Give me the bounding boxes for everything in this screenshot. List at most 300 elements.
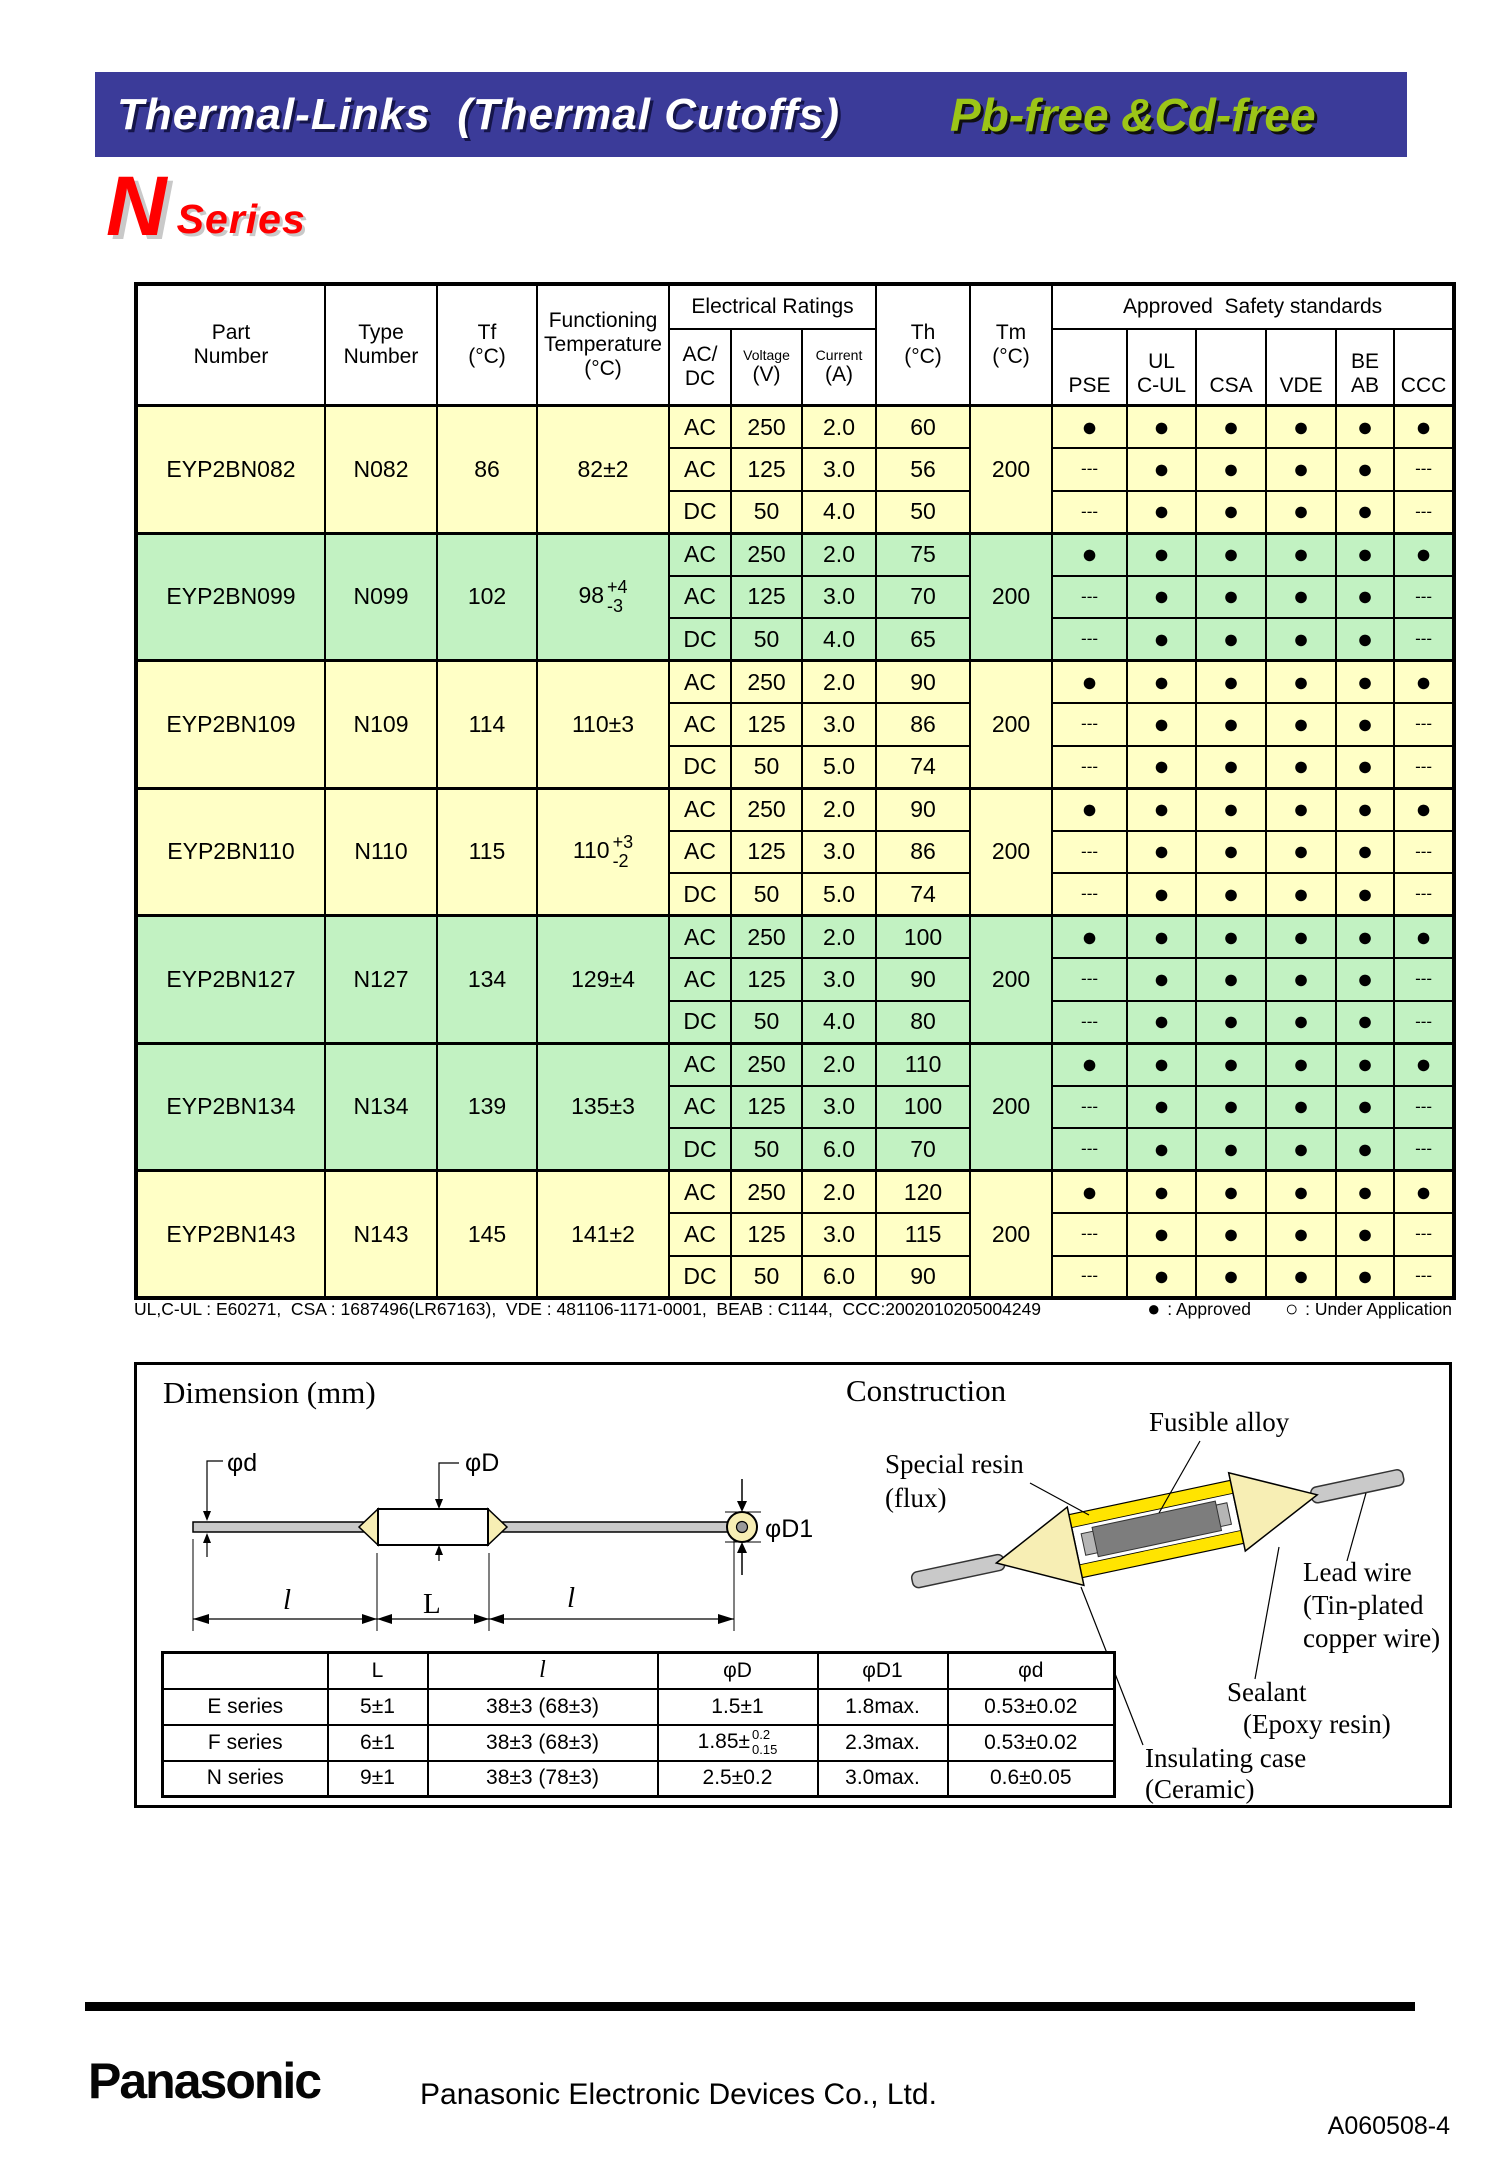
th-cell: 74 [876,873,970,916]
ratings-row [136,661,1454,704]
part-number-cell: EYP2BN134 [136,1043,325,1171]
type-number-cell: N109 [325,661,437,789]
approval-mark-cell: ● [1127,1001,1196,1044]
approval-mark-cell: ● [1336,831,1394,874]
approval-mark-cell: ● [1266,576,1336,619]
lead-wire-label: Lead wire [1303,1557,1412,1587]
approval-mark-cell: ● [1127,1043,1196,1086]
series-word: Series [176,196,306,243]
voltage-cell: 250 [731,406,802,449]
acdc-cell: DC [669,873,731,916]
approval-mark-cell: ● [1266,1086,1336,1129]
voltage-cell: 125 [731,1213,802,1256]
approval-mark-cell: --- [1394,618,1454,661]
approval-mark-cell: ● [1336,1086,1394,1129]
voltage-cell: 50 [731,873,802,916]
under-application-circle-icon: ○ [1284,1296,1299,1321]
series-letter: N [106,159,167,253]
approval-mark-cell: ● [1127,873,1196,916]
current-cell: 6.0 [802,1256,876,1299]
approval-mark-cell: ● [1266,703,1336,746]
approval-mark-cell: ● [1127,1128,1196,1171]
voltage-cell: 125 [731,448,802,491]
approval-mark-cell: ● [1196,873,1266,916]
series-heading [106,159,306,253]
current-cell: 3.0 [802,958,876,1001]
current-cell: 2.0 [802,1043,876,1086]
approval-mark-cell: ● [1196,1086,1266,1129]
th-cell: 50 [876,491,970,534]
approval-mark-cell: ● [1266,873,1336,916]
approval-mark-cell: ● [1127,406,1196,449]
approval-mark-cell: ● [1127,448,1196,491]
approval-mark-cell: ● [1196,916,1266,959]
approval-mark-cell: --- [1394,958,1454,1001]
tm-cell: 200 [970,533,1052,661]
dim-row-f-series: F series 6±1 38±3 (68±3) 1.85± 0.2 0.15 2.3max. 0.53±0.02 [163,1725,1115,1761]
current-cell: 4.0 [802,1001,876,1044]
acdc-cell: AC [669,576,731,619]
current-cell: 2.0 [802,406,876,449]
part-number-cell: EYP2BN082 [136,406,325,534]
voltage-cell: 50 [731,491,802,534]
tf-cell: 134 [437,916,537,1044]
ratings-row [136,533,1454,576]
approval-mark-cell: ● [1266,448,1336,491]
th-cell: 80 [876,1001,970,1044]
approval-mark-cell: ● [1336,788,1394,831]
phi-D1-label: φD1 [765,1515,814,1543]
approval-mark-cell: ● [1127,1171,1196,1214]
col-header-vde: VDE [1266,329,1336,406]
col-header-csa: CSA [1196,329,1266,406]
approval-mark-cell: --- [1052,1128,1127,1171]
approval-mark-cell: --- [1052,831,1127,874]
approval-mark-cell: ● [1196,1171,1266,1214]
approval-mark-cell: ● [1196,406,1266,449]
th-cell: 90 [876,958,970,1001]
approval-mark-cell: ● [1127,533,1196,576]
approval-mark-cell: ● [1052,916,1127,959]
voltage-cell: 250 [731,533,802,576]
approval-mark-cell: ● [1266,958,1336,1001]
part-number-cell: EYP2BN127 [136,916,325,1044]
approval-mark-cell: --- [1052,1256,1127,1299]
approval-mark-cell: ● [1266,788,1336,831]
type-number-cell: N134 [325,1043,437,1171]
voltage-cell: 250 [731,916,802,959]
approval-mark-cell: --- [1394,491,1454,534]
approval-mark-cell: --- [1394,448,1454,491]
copper-wire-label: copper wire) [1303,1623,1441,1653]
right-cone-drawing [488,1509,507,1545]
approval-mark-cell: --- [1394,1128,1454,1171]
part-number-cell: EYP2BN110 [136,788,325,916]
approval-mark-cell: --- [1052,873,1127,916]
approval-mark-cell: ● [1336,1128,1394,1171]
approval-mark-cell: ● [1127,916,1196,959]
col-header-tf: Tf (°C) [437,284,537,406]
voltage-cell: 50 [731,746,802,789]
current-cell: 2.0 [802,661,876,704]
approval-mark-cell: ● [1266,661,1336,704]
acdc-cell: AC [669,788,731,831]
type-number-cell: N127 [325,916,437,1044]
part-number-cell: EYP2BN143 [136,1171,325,1299]
approval-mark-cell: ● [1196,1043,1266,1086]
phi-D-label: φD [465,1449,500,1477]
approval-mark-cell: --- [1394,703,1454,746]
approval-mark-cell: ● [1336,703,1394,746]
approval-mark-cell: ● [1266,1043,1336,1086]
th-cell: 90 [876,1256,970,1299]
approval-mark-cell: --- [1052,618,1127,661]
dim-col-blank [163,1653,328,1689]
col-header-voltage: Voltage (V) [731,329,802,406]
approval-mark-cell: ● [1196,746,1266,789]
approval-mark-cell: ● [1052,788,1127,831]
ratings-row [136,916,1454,959]
approval-mark-cell: ● [1127,1086,1196,1129]
voltage-cell: 250 [731,661,802,704]
approval-mark-cell: ● [1336,661,1394,704]
approval-mark-cell: ● [1127,958,1196,1001]
current-cell: 3.0 [802,831,876,874]
current-cell: 3.0 [802,448,876,491]
approval-mark-cell: ● [1127,788,1196,831]
col-header-pse: PSE [1052,329,1127,406]
dimension-table [161,1651,1116,1798]
acdc-cell: AC [669,448,731,491]
voltage-cell: 125 [731,831,802,874]
tin-plated-label: (Tin-plated [1303,1590,1424,1620]
approval-file-numbers: UL,C-UL : E60271, CSA : 1687496(LR67163), VDE : 481106-1171-0001, BEAB : C1144, CCC:2002010205004249 [134,1298,1042,1319]
tf-cell: 86 [437,406,537,534]
functioning-temp-cell: 129±4 [537,916,669,1044]
th-cell: 100 [876,916,970,959]
approval-mark-cell: --- [1052,703,1127,746]
approval-mark-cell: ● [1052,1043,1127,1086]
type-number-cell: N110 [325,788,437,916]
approval-mark-cell: ● [1196,958,1266,1001]
approval-mark-cell: ● [1336,746,1394,789]
approval-mark-cell: --- [1394,1213,1454,1256]
th-cell: 70 [876,1128,970,1171]
current-cell: 3.0 [802,703,876,746]
col-header-electrical-ratings: Electrical Ratings [669,284,876,329]
dim-col-l: l [428,1653,658,1689]
approval-mark-cell: --- [1394,873,1454,916]
approval-mark-cell: ● [1336,1213,1394,1256]
page-title: Thermal-Links (Thermal Cutoffs) [117,89,841,139]
th-cell: 74 [876,746,970,789]
acdc-cell: AC [669,406,731,449]
th-cell: 70 [876,576,970,619]
th-cell: 90 [876,661,970,704]
approval-mark-cell: ● [1196,703,1266,746]
voltage-cell: 250 [731,1043,802,1086]
functioning-temp-cell: 110±3 [537,661,669,789]
th-cell: 86 [876,831,970,874]
approval-mark-cell: --- [1052,1086,1127,1129]
current-cell: 3.0 [802,1213,876,1256]
page-header-banner [95,72,1407,157]
col-header-type-number: Type Number [325,284,437,406]
approval-mark-cell: ● [1336,533,1394,576]
dimension-construction-box [134,1362,1452,1808]
voltage-cell: 250 [731,788,802,831]
approval-mark-cell: ● [1127,831,1196,874]
approval-mark-cell: --- [1052,746,1127,789]
th-cell: 100 [876,1086,970,1129]
approval-mark-cell: ● [1127,746,1196,789]
approval-mark-cell: ● [1336,1043,1394,1086]
acdc-cell: AC [669,831,731,874]
th-cell: 115 [876,1213,970,1256]
acdc-cell: DC [669,1256,731,1299]
dim-col-phid: φd [948,1653,1115,1689]
acdc-cell: DC [669,1128,731,1171]
current-cell: 4.0 [802,491,876,534]
current-cell: 5.0 [802,873,876,916]
voltage-cell: 250 [731,1171,802,1214]
voltage-cell: 125 [731,703,802,746]
voltage-cell: 50 [731,1001,802,1044]
tm-cell: 200 [970,1171,1052,1299]
approval-mark-cell: ● [1394,1171,1454,1214]
acdc-cell: AC [669,1086,731,1129]
functioning-temp-cell: 135±3 [537,1043,669,1171]
functioning-temp-cell: 141±2 [537,1171,669,1299]
col-header-tm: Tm (°C) [970,284,1052,406]
type-number-cell: N082 [325,406,437,534]
col-header-ccc: CCC [1394,329,1454,406]
approval-mark-cell: ● [1196,1213,1266,1256]
approval-mark-cell: ● [1336,916,1394,959]
dim-row-e-series: E series 5±1 38±3 (68±3) 1.5±1 1.8max. 0.53±0.02 [163,1689,1115,1725]
acdc-cell: DC [669,746,731,789]
dim-l-right-label: l [567,1582,576,1614]
voltage-cell: 50 [731,618,802,661]
end-view-inner [737,1522,748,1533]
ratings-row [136,1171,1454,1214]
th-cell: 60 [876,406,970,449]
acdc-cell: AC [669,703,731,746]
current-cell: 5.0 [802,746,876,789]
th-cell: 86 [876,703,970,746]
approval-mark-cell: --- [1394,746,1454,789]
acdc-cell: AC [669,916,731,959]
approval-mark-cell: ● [1052,1171,1127,1214]
acdc-cell: AC [669,1043,731,1086]
acdc-cell: AC [669,533,731,576]
col-header-current: Current (A) [802,329,876,406]
approval-mark-cell: ● [1336,1001,1394,1044]
ratings-row [136,1043,1454,1086]
th-cell: 120 [876,1171,970,1214]
functioning-temp-cell: 98 +4 -3 [537,533,669,661]
dim-col-phiD1: φD1 [818,1653,948,1689]
tf-cell: 102 [437,533,537,661]
ratings-table [134,282,1456,1300]
approval-mark-cell: ● [1196,576,1266,619]
functioning-temp-cell: 110 +3 -2 [537,788,669,916]
th-cell: 65 [876,618,970,661]
ratings-row [136,406,1454,449]
col-header-functioning-temperature: Functioning Temperature (°C) [537,284,669,406]
approval-mark-cell: --- [1052,1213,1127,1256]
col-header-approved-safety-standards: Approved Safety standards [1052,284,1454,329]
dim-col-phiD: φD [658,1653,818,1689]
tm-cell: 200 [970,916,1052,1044]
approval-mark-cell: ● [1196,491,1266,534]
current-cell: 2.0 [802,788,876,831]
approval-mark-cell: ● [1127,661,1196,704]
voltage-cell: 125 [731,1086,802,1129]
body-drawing [378,1509,488,1545]
left-cone-drawing [359,1509,378,1545]
acdc-cell: AC [669,1213,731,1256]
ceramic-label: (Ceramic) [1145,1774,1255,1804]
approval-mark-cell: ● [1336,1256,1394,1299]
sealant-label: Sealant [1227,1677,1307,1707]
approval-mark-cell: ● [1196,618,1266,661]
th-cell: 75 [876,533,970,576]
approval-mark-cell: ● [1052,533,1127,576]
approval-mark-cell: --- [1052,1001,1127,1044]
insulating-case-label: Insulating case [1145,1743,1307,1773]
approval-mark-cell: ● [1266,533,1336,576]
approval-mark-cell: ● [1266,1256,1336,1299]
col-header-part-number: Part Number [136,284,325,406]
approval-mark-cell: ● [1196,788,1266,831]
current-cell: 3.0 [802,1086,876,1129]
dim-L-label: L [423,1588,441,1620]
tf-cell: 115 [437,788,537,916]
voltage-cell: 50 [731,1128,802,1171]
approval-mark-cell: ● [1266,831,1336,874]
special-resin-label: Special resin [885,1449,1024,1479]
approval-mark-cell: --- [1052,448,1127,491]
approval-mark-cell: ● [1127,576,1196,619]
approval-mark-cell: ● [1127,1256,1196,1299]
footer-rule [85,2002,1415,2011]
approval-mark-cell: ● [1196,533,1266,576]
acdc-cell: AC [669,661,731,704]
tm-cell: 200 [970,661,1052,789]
approval-mark-cell: --- [1394,576,1454,619]
approval-mark-cell: ● [1394,661,1454,704]
th-cell: 110 [876,1043,970,1086]
functioning-temp-cell: 82±2 [537,406,669,534]
dim-row-n-series: N series 9±1 38±3 (78±3) 2.5±0.2 3.0max. 0.6±0.05 [163,1761,1115,1797]
type-number-cell: N143 [325,1171,437,1299]
current-cell: 3.0 [802,576,876,619]
epoxy-resin-label: (Epoxy resin) [1243,1709,1391,1739]
approval-mark-cell: ● [1196,831,1266,874]
col-header-be-ab: BE AB [1336,329,1394,406]
col-header-ul-cul: UL C-UL [1127,329,1196,406]
approval-mark-cell: ● [1336,873,1394,916]
current-cell: 2.0 [802,916,876,959]
approval-mark-cell: ● [1196,661,1266,704]
voltage-cell: 125 [731,576,802,619]
approval-mark-cell: ● [1196,448,1266,491]
fusible-alloy-label: Fusible alloy [1149,1407,1290,1437]
approval-mark-cell: --- [1052,576,1127,619]
approval-mark-cell: --- [1394,1256,1454,1299]
approval-mark-cell: ● [1336,576,1394,619]
phi-d-label: φd [227,1449,258,1477]
approval-mark-cell: --- [1394,831,1454,874]
footer-company-name: Panasonic Electronic Devices Co., Ltd. [420,2078,937,2111]
approval-mark-cell: ● [1196,1128,1266,1171]
approval-mark-cell: ● [1266,1171,1336,1214]
approval-mark-cell: ● [1336,1171,1394,1214]
approval-mark-cell: --- [1052,958,1127,1001]
tm-cell: 200 [970,1043,1052,1171]
acdc-cell: AC [669,1171,731,1214]
approval-mark-cell: ● [1127,618,1196,661]
th-cell: 90 [876,788,970,831]
th-cell: 56 [876,448,970,491]
approval-mark-cell: ● [1052,406,1127,449]
approval-mark-cell: ● [1394,1043,1454,1086]
part-number-cell: EYP2BN109 [136,661,325,789]
flux-label: (flux) [885,1483,947,1513]
acdc-cell: DC [669,1001,731,1044]
tf-cell: 145 [437,1171,537,1299]
approval-mark-cell: ● [1394,788,1454,831]
voltage-cell: 50 [731,1256,802,1299]
tm-cell: 200 [970,788,1052,916]
voltage-cell: 125 [731,958,802,1001]
approval-mark-cell: ● [1266,406,1336,449]
dim-col-L: L [328,1653,428,1689]
tm-cell: 200 [970,406,1052,534]
dimension-title: Dimension (mm) [163,1375,376,1410]
ratings-row [136,788,1454,831]
approval-mark-cell: ● [1336,491,1394,534]
approval-mark-cell: ● [1336,406,1394,449]
approval-mark-cell: ● [1394,916,1454,959]
col-header-acdc: AC/ DC [669,329,731,406]
approval-mark-cell: ● [1127,703,1196,746]
tf-cell: 139 [437,1043,537,1171]
approved-dot-icon: ● [1147,1296,1161,1321]
approval-mark-cell: ● [1266,618,1336,661]
acdc-cell: DC [669,618,731,661]
approval-mark-cell: ● [1127,1213,1196,1256]
panasonic-logo: Panasonic [88,2053,321,2109]
approval-mark-cell: ● [1052,661,1127,704]
approval-mark-cell: ● [1266,916,1336,959]
current-cell: 4.0 [802,618,876,661]
document-number: A060508-4 [1327,2112,1450,2140]
acdc-cell: AC [669,958,731,1001]
type-number-cell: N099 [325,533,437,661]
approval-mark-cell: ● [1336,448,1394,491]
pb-free-badge: Pb-free &Cd-free [950,88,1316,141]
approval-mark-cell: ● [1266,1001,1336,1044]
approval-mark-cell: --- [1394,1086,1454,1129]
legend-under-application: ○ : Under Application [1284,1296,1452,1321]
approval-mark-cell: ● [1266,746,1336,789]
approval-mark-cell: --- [1394,1001,1454,1044]
approvals-note [134,1296,1452,1322]
approval-mark-cell: ● [1266,491,1336,534]
part-number-cell: EYP2BN099 [136,533,325,661]
